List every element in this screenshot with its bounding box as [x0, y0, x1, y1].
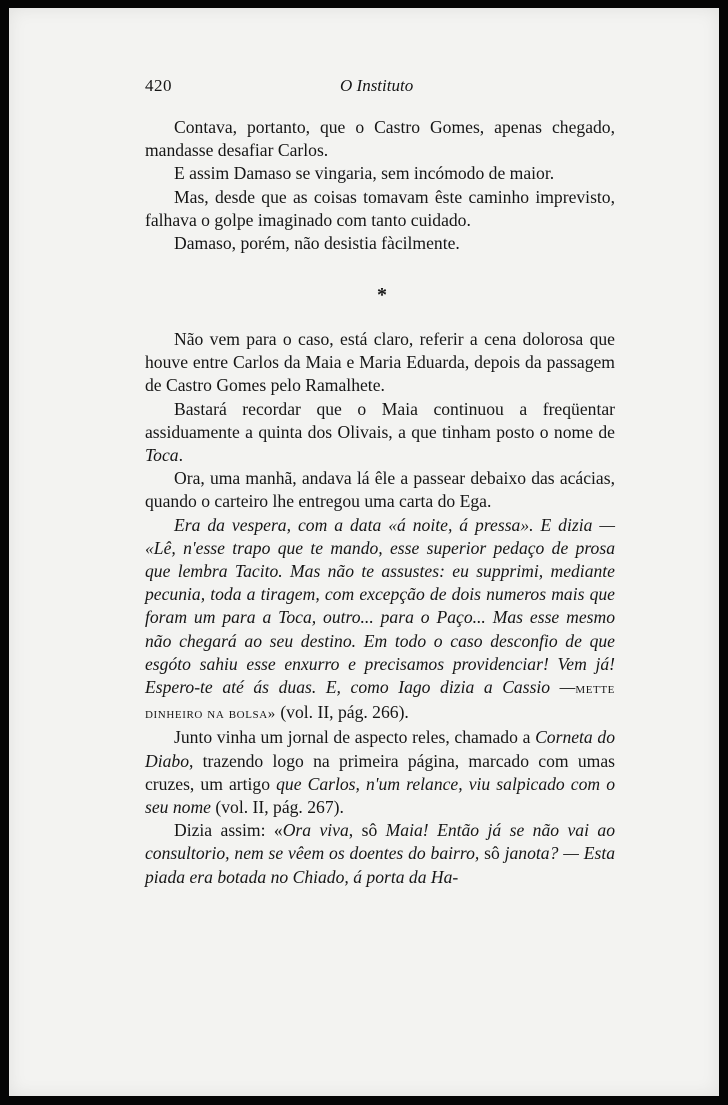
paragraph: E assim Damaso se vingaria, sem incómodo de maior.: [174, 163, 555, 184]
section-separator: *: [377, 284, 387, 306]
paragraph: Mas, desde que as coisas tomavam êste caminho imprevisto, falhava o golpe imaginado com tanto cuidado.: [145, 186, 615, 230]
page-header: [145, 74, 615, 100]
paragraph: Ora, uma manhã, andava lá êle a passear debaixo das acácias, quando o carteiro lhe entregou uma carta do Ega.: [145, 468, 615, 512]
paragraph: Junto vinha um jornal de aspecto reles, chamado a Corneta do Diabo, trazendo logo na primeira página, marcado com umas cruzes, um artigo que Carlos, n'um relance, viu salpicado com o seu nome (vol. II, pág. 267).: [145, 727, 615, 818]
page-number: 420: [145, 76, 172, 95]
paragraph: Não vem para o caso, está claro, referir a cena dolorosa que houve entre Carlos da Maia e Maria Eduarda, depois da passagem de Castro Gomes pelo Ramalhete.: [145, 329, 615, 396]
paragraph: Bastará recordar que o Maia continuou a freqüentar assiduamente a quinta dos Olivais, a que tinham posto o nome de Toca.: [145, 398, 615, 466]
running-title: O Instituto: [340, 76, 414, 95]
quoted-letter: Era da vespera, com a data «á noite, á pressa». E dizia — «Lê, n'esse trapo que te mando, esse superior pedaço de prosa que lembra Tacito. Mas não te assustes: eu supprimi, mediante pecunia, toda a tiragem, com excepção de dois numeros mais que foram um para a Toca, outro... para o Paço... Mas esse mesmo não chegará ao seu destino. Em todo o caso desconfio de que esgóto sahiu esse enxurro e precisamos providenciar! Vem já! Espero-te até ás duas. E, como Iago dizia a Cassio —mette dinheiro na bolsa» (vol. II, pág. 266).: [145, 514, 615, 723]
text-block-top: [145, 116, 615, 255]
paragraph: Damaso, porém, não desistia fàcilmente.: [174, 233, 460, 254]
paragraph: Contava, portanto, que o Castro Gomes, apenas chegado, mandasse desafiar Carlos.: [145, 117, 615, 161]
paragraph: Dizia assim: «Ora viva, sô Maia! Então já se não vai ao consultorio, nem se vêem os doentes do bairro, sô janota? — Esta piada era botada no Chiado, á porta da Ha-: [145, 820, 615, 887]
text-block-main: [145, 328, 615, 889]
